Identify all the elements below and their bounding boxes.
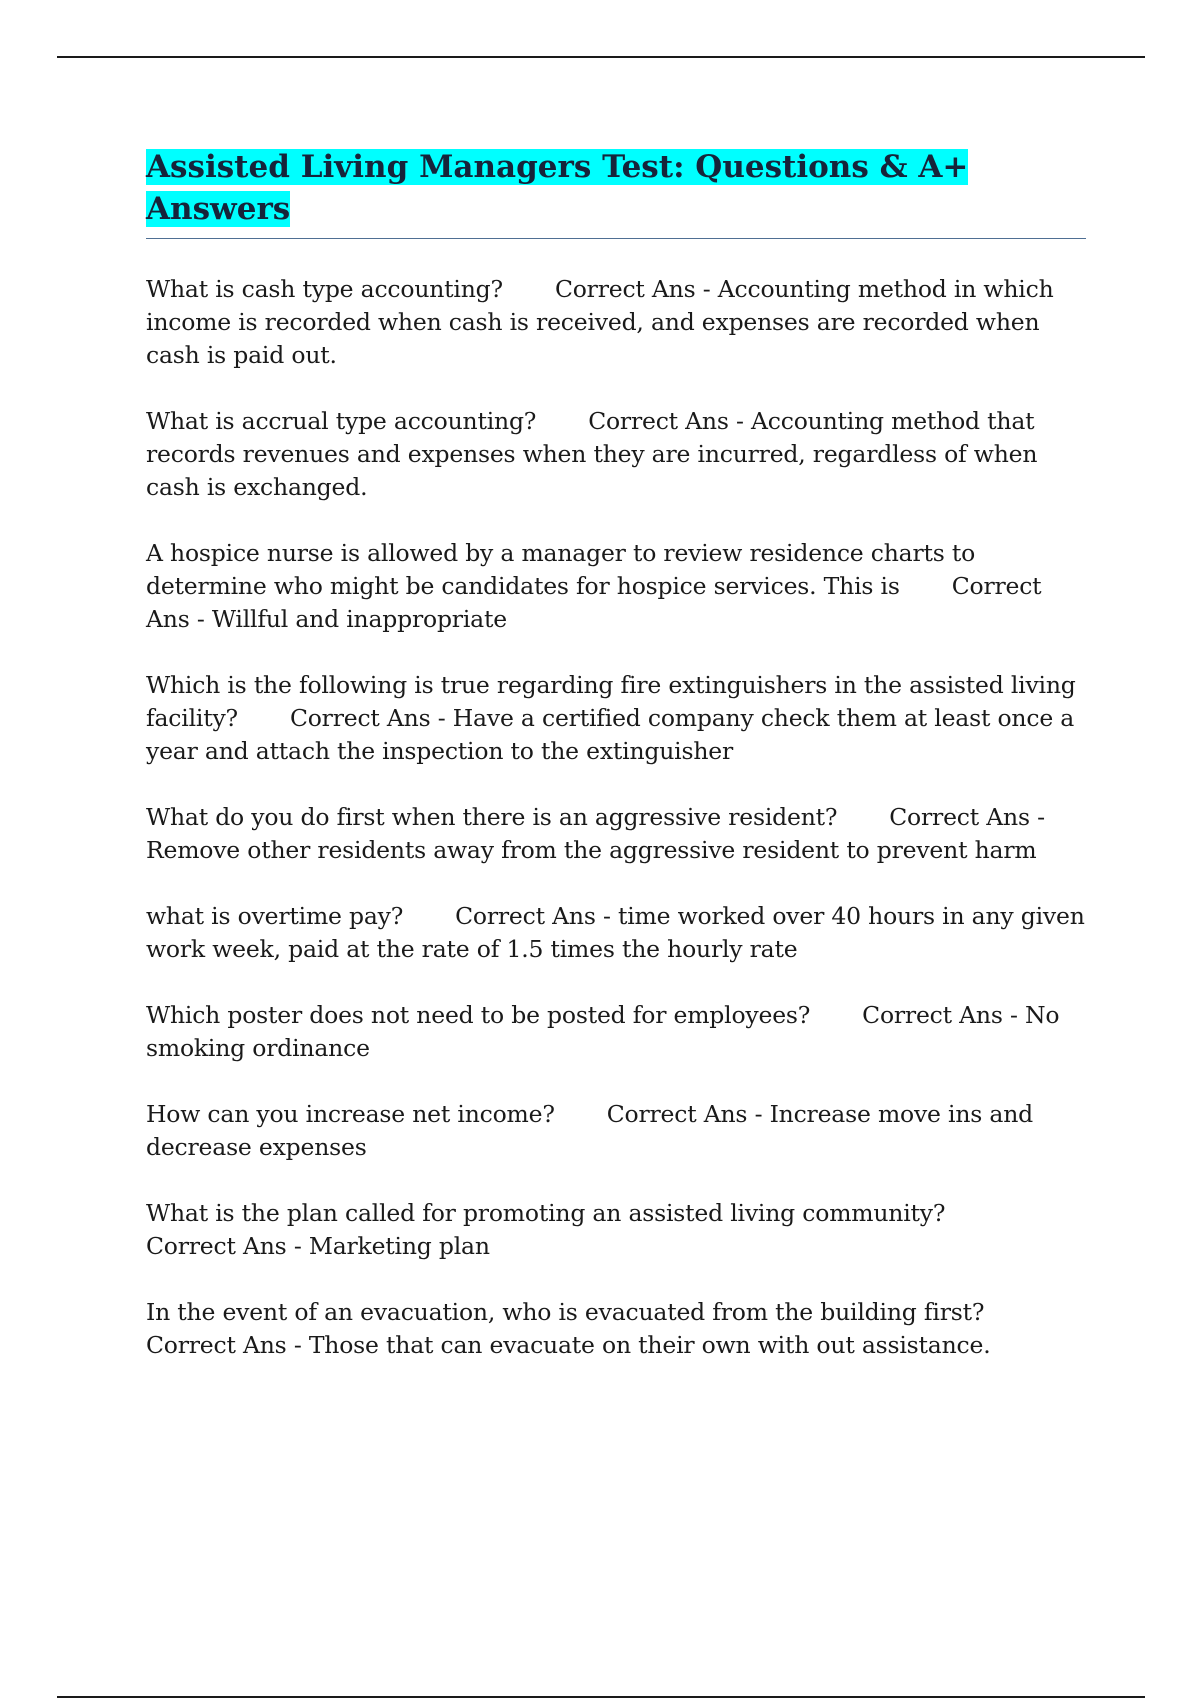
answer-text: time worked over 40 hours in any given work week, paid at the rate of 1.5 times the hourly rate <box>146 902 1085 963</box>
answer-prefix: Correct Ans <box>862 1001 1003 1029</box>
question-text: What is accrual type accounting? <box>146 407 537 435</box>
answer-text: Have a certified company check them at least once a year and attach the inspection to the extinguisher <box>146 704 1075 765</box>
title-highlight: Assisted Living Managers Test: Questions & A+ Answers <box>146 149 969 227</box>
answer-prefix: Correct Ans <box>588 407 729 435</box>
answer-prefix: Correct Ans <box>146 1331 287 1359</box>
question-text: In the event of an evacuation, who is evacuated from the building first? <box>146 1298 985 1326</box>
answer-prefix: Correct Ans <box>606 1100 748 1128</box>
question-text: A hospice nurse is allowed by a manager to review residence charts to determine who might be candidates for hospice services. This is <box>146 539 976 600</box>
qa-item: What is cash type accounting? Correct Ans - Accounting method in which income is recorded when cash is received, and expenses are recorded when cash is paid out. <box>146 275 1054 369</box>
qa-item: What is the plan called for promoting an assisted living community?Correct Ans - Marketing plan <box>146 1199 946 1260</box>
question-text: Which poster does not need to be posted for employees? <box>146 1001 811 1029</box>
answer-prefix: Correct Ans <box>455 902 596 930</box>
question-text: what is overtime pay? <box>146 902 404 930</box>
answer-prefix: Correct Ans <box>554 275 696 303</box>
qa-list <box>146 273 1086 1362</box>
answer-text: No smoking ordinance <box>146 1001 1060 1062</box>
qa-item: what is overtime pay? Correct Ans - time worked over 40 hours in any given work week, paid at the rate of 1.5 times the hourly rate <box>146 902 1085 963</box>
question-text: What is cash type accounting? <box>146 275 503 303</box>
qa-item: Which is the following is true regarding fire extinguishers in the assisted living facility? Correct Ans - Have a certified company check them at least once a year and attach the inspection to the extinguisher <box>146 671 1076 765</box>
title-block <box>146 146 1086 239</box>
footer-rule <box>57 1696 1145 1698</box>
answer-text: Accounting method in which income is recorded when cash is received, and expenses are recorded when cash is paid out. <box>146 275 1054 369</box>
answer-text: Increase move ins and decrease expenses <box>146 1100 1034 1161</box>
question-text: What is the plan called for promoting an assisted living community? <box>146 1199 946 1227</box>
document-body <box>146 146 1086 1395</box>
answer-text: Those that can evacuate on their own with out assistance. <box>308 1331 991 1359</box>
qa-item: A hospice nurse is allowed by a manager to review residence charts to determine who might be candidates for hospice services. This is Correct Ans - Willful and inappropriate <box>146 539 1042 633</box>
answer-prefix: Correct Ans <box>889 803 1030 831</box>
qa-item: What is accrual type accounting? Correct Ans - Accounting method that records revenues and expenses when they are incurred, regardless of when cash is exchanged. <box>146 407 1038 501</box>
answer-text: Marketing plan <box>308 1232 490 1260</box>
qa-item: In the event of an evacuation, who is evacuated from the building first?Correct Ans - Those that can evacuate on their own with out assistance. <box>146 1298 991 1359</box>
question-text: What do you do first when there is an aggressive resident? <box>146 803 838 831</box>
question-text: Which is the following is true regarding fire extinguishers in the assisted living facility? <box>146 671 1076 732</box>
qa-item: How can you increase net income? Correct Ans - Increase move ins and decrease expenses <box>146 1100 1034 1161</box>
answer-prefix: Correct Ans <box>289 704 431 732</box>
question-text: How can you increase net income? <box>146 1100 555 1128</box>
answer-text: Willful and inappropriate <box>211 605 507 633</box>
answer-prefix: Correct Ans <box>146 572 1042 633</box>
qa-item: Which poster does not need to be posted for employees? Correct Ans - No smoking ordinance <box>146 1001 1060 1062</box>
answer-text: Accounting method that records revenues and expenses when they are incurred, regardless of when cash is exchanged. <box>146 407 1038 501</box>
answer-text: Remove other residents away from the aggressive resident to prevent harm <box>146 836 1037 864</box>
qa-item: What do you do first when there is an aggressive resident? Correct Ans - Remove other residents away from the aggressive resident to prevent harm <box>146 803 1045 864</box>
document-title <box>146 146 1086 230</box>
answer-prefix: Correct Ans <box>146 1232 287 1260</box>
header-rule <box>57 56 1145 58</box>
